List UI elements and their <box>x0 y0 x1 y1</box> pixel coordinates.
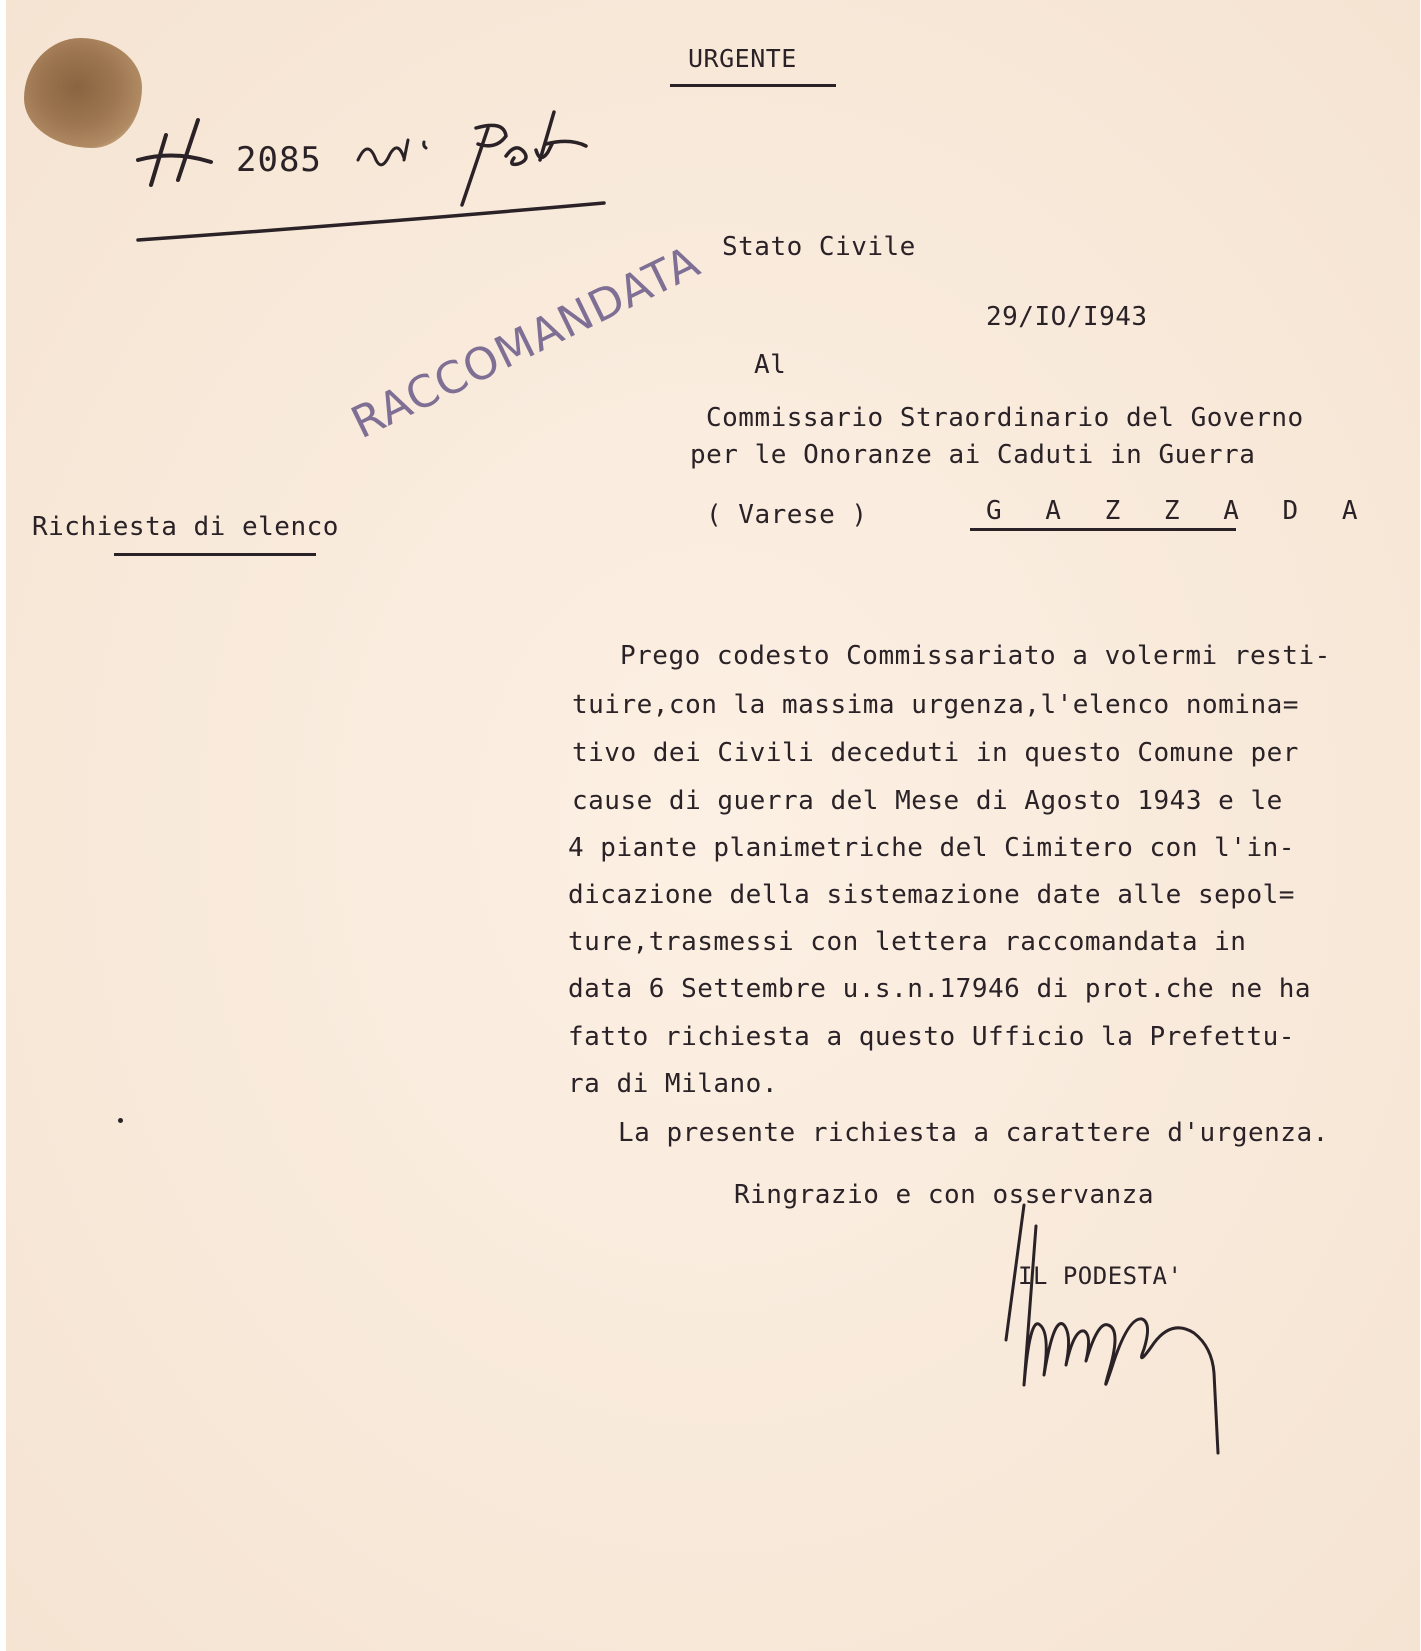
recipient-line-1: Commissario Straordinario del Governo <box>706 403 1304 433</box>
protocol-number: 2085 <box>236 140 322 180</box>
handwritten-mark <box>138 120 211 185</box>
body-line-4: cause di guerra del Mese di Agosto 1943 e le <box>572 786 1283 816</box>
recipient-city: G A Z Z A D A <box>986 496 1372 526</box>
body-line-10: ra di Milano. <box>568 1069 778 1099</box>
department-label: Stato Civile <box>722 232 916 262</box>
subject-line: Richiesta di elenco <box>32 512 339 542</box>
recipient-province: ( Varese ) <box>706 500 868 530</box>
body-line-3: tivo dei Civili deceduti in questo Comune per <box>572 738 1299 768</box>
subject-underline <box>114 553 316 556</box>
body-line-8: data 6 Settembre u.s.n.17946 di prot.che ne ha <box>568 974 1312 1004</box>
closing-greeting: Ringrazio e con osservanza <box>734 1180 1154 1210</box>
letter-date: 29/IO/I943 <box>986 302 1148 332</box>
handwritten-note-scribble <box>358 140 426 165</box>
body-line-9: fatto richiesta a questo Ufficio la Prefettu- <box>568 1022 1295 1052</box>
raccomandata-stamp: RACCOMANDATA <box>343 236 709 449</box>
signature <box>1006 1205 1218 1453</box>
urgent-label: URGENTE <box>688 44 797 73</box>
document-sheet <box>6 0 1420 1651</box>
recipient-prefix: Al <box>754 350 787 380</box>
handwritten-word <box>462 112 586 205</box>
handwritten-underline <box>138 203 604 240</box>
urgency-line: La presente richiesta a carattere d'urgenza. <box>618 1118 1329 1148</box>
handwriting-layer <box>6 0 1420 1651</box>
ink-dot <box>118 1118 123 1123</box>
body-line-5: 4 piante planimetriche del Cimitero con l'in- <box>568 833 1295 863</box>
city-underline <box>970 528 1236 531</box>
recipient-line-2: per le Onoranze ai Caduti in Guerra <box>690 440 1256 470</box>
signatory-title: IL PODESTA' <box>1018 1262 1183 1290</box>
body-line-6: dicazione della sistemazione date alle sepol= <box>568 880 1295 910</box>
body-line-7: ture,trasmessi con lettera raccomandata in <box>568 927 1247 957</box>
body-line-1: Prego codesto Commissariato a volermi resti- <box>620 641 1331 671</box>
body-line-2: tuire,con la massima urgenza,l'elenco nomina= <box>572 690 1299 720</box>
